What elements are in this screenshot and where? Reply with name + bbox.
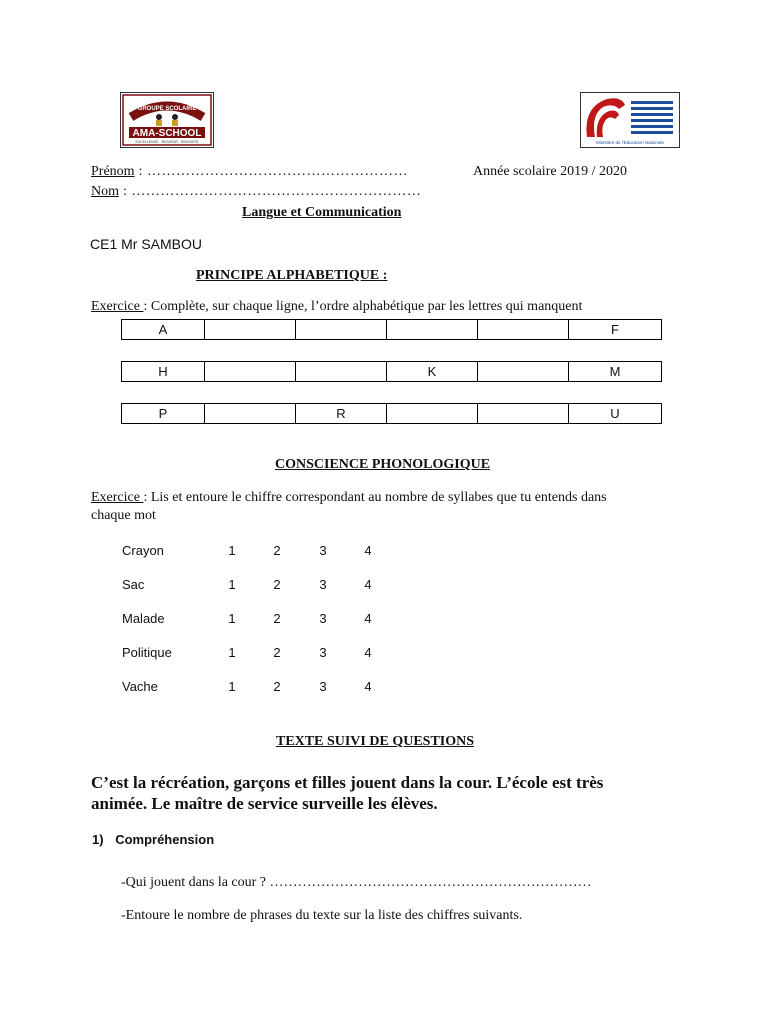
choice-4[interactable]: 4	[364, 543, 372, 558]
letter-cell: R	[296, 404, 387, 424]
exercise-alphabet	[91, 299, 582, 315]
choice-4[interactable]: 4	[364, 577, 372, 592]
ama-school-logo	[120, 92, 214, 148]
choice-4[interactable]: 4	[364, 645, 372, 660]
alphabet-table-row-3	[121, 403, 662, 424]
choice-1[interactable]: 1	[228, 543, 236, 558]
passage-line-2: animée. Le maître de service surveille les élèves.	[91, 794, 438, 813]
letter-cell[interactable]	[296, 320, 387, 340]
letter-cell[interactable]	[478, 320, 569, 340]
syllable-row	[122, 611, 422, 629]
prenom-label: Prénom	[91, 164, 135, 179]
table-row	[122, 404, 662, 424]
exercise-label: Exercice	[91, 299, 144, 314]
class-teacher: CE1 Mr SAMBOU	[90, 236, 203, 252]
syllable-row	[122, 645, 422, 663]
ministry-logo	[580, 92, 680, 148]
choice-2[interactable]: 2	[273, 543, 281, 558]
syllable-row	[122, 577, 422, 595]
choice-3[interactable]: 3	[319, 611, 327, 626]
choice-3[interactable]: 3	[319, 679, 327, 694]
letter-cell: H	[122, 362, 205, 382]
section-alphabet-title-text: PRINCIPE ALPHABETIQUE	[196, 268, 380, 283]
choice-2[interactable]: 2	[273, 645, 281, 660]
ama-school-logo-graphic	[121, 93, 213, 147]
section-alphabet-title-suffix: :	[379, 268, 388, 283]
prenom-line: : ………………………………………………	[134, 164, 408, 179]
letter-cell[interactable]	[478, 404, 569, 424]
choice-3[interactable]: 3	[319, 577, 327, 592]
syllable-row	[122, 679, 422, 697]
exercise-text-line-1: : Lis et entoure le chiffre correspondant au nombre de syllabes que tu entends dans	[143, 490, 607, 505]
letter-cell[interactable]	[478, 362, 569, 382]
subject-title: Langue et Communication	[242, 205, 402, 220]
school-year: Année scolaire 2019 / 2020	[473, 164, 627, 179]
exercise-text: : Complète, sur chaque ligne, l’ordre alphabétique par les lettres qui manquent	[143, 299, 583, 314]
choice-1[interactable]: 1	[228, 611, 236, 626]
letter-cell: F	[569, 320, 662, 340]
comprehension-title: Compréhension	[115, 832, 215, 847]
syllable-word: Crayon	[122, 543, 164, 558]
table-row	[122, 320, 662, 340]
exercise-label: Exercice	[91, 490, 144, 505]
choice-3[interactable]: 3	[319, 645, 327, 660]
syllable-word: Politique	[122, 645, 172, 660]
choice-2[interactable]: 2	[273, 679, 281, 694]
choice-2[interactable]: 2	[273, 611, 281, 626]
svg-text:GROUPE SCOLAIRE: GROUPE SCOLAIRE	[137, 106, 197, 112]
syllable-row	[122, 543, 422, 561]
letter-cell[interactable]	[205, 320, 296, 340]
letter-cell: M	[569, 362, 662, 382]
letter-cell[interactable]	[387, 404, 478, 424]
section-text-title: TEXTE SUIVI DE QUESTIONS	[276, 734, 475, 749]
exercise-phonology	[91, 490, 607, 506]
choice-1[interactable]: 1	[228, 577, 236, 592]
choice-3[interactable]: 3	[319, 543, 327, 558]
letter-cell: P	[122, 404, 205, 424]
table-row	[122, 362, 662, 382]
letter-cell: U	[569, 404, 662, 424]
nom-field	[91, 184, 421, 200]
alphabet-table-row-1	[121, 319, 662, 340]
passage-line-1: C’est la récréation, garçons et filles jouent dans la cour. L’école est très	[91, 773, 604, 792]
letter-cell[interactable]	[387, 320, 478, 340]
comprehension-heading	[92, 832, 214, 847]
prenom-field	[91, 164, 408, 180]
svg-text:EXCELLENCE · RIGUEUR · REUSSIT: EXCELLENCE · RIGUEUR · REUSSITE	[135, 140, 199, 144]
letter-cell: K	[387, 362, 478, 382]
section-alphabet-title	[196, 268, 387, 284]
choice-2[interactable]: 2	[273, 577, 281, 592]
question-number: 1)	[92, 832, 104, 847]
syllable-word: Sac	[122, 577, 145, 592]
letter-cell: A	[122, 320, 205, 340]
alphabet-table-row-2	[121, 361, 662, 382]
nom-label: Nom	[91, 184, 119, 199]
syllable-word: Malade	[122, 611, 165, 626]
choice-4[interactable]: 4	[364, 611, 372, 626]
question-1: -Qui jouent dans la cour ? ……………………………………………………………	[121, 875, 592, 890]
svg-text:AMA-SCHOOL: AMA-SCHOOL	[132, 128, 202, 139]
svg-text:Ministère de l'Education Natio: Ministère de l'Education Nationale	[596, 140, 664, 145]
syllable-word: Vache	[122, 679, 158, 694]
nom-line: : ……………………………………………………	[119, 184, 422, 199]
section-phonology-title: CONSCIENCE PHONOLOGIQUE	[275, 457, 491, 472]
choice-1[interactable]: 1	[228, 679, 236, 694]
letter-cell[interactable]	[205, 362, 296, 382]
ministry-logo-graphic	[581, 93, 679, 147]
choice-4[interactable]: 4	[364, 679, 372, 694]
letter-cell[interactable]	[205, 404, 296, 424]
exercise-text-line-2: chaque mot	[91, 508, 156, 523]
question-2: -Entoure le nombre de phrases du texte sur la liste des chiffres suivants.	[121, 908, 523, 923]
letter-cell[interactable]	[296, 362, 387, 382]
choice-1[interactable]: 1	[228, 645, 236, 660]
